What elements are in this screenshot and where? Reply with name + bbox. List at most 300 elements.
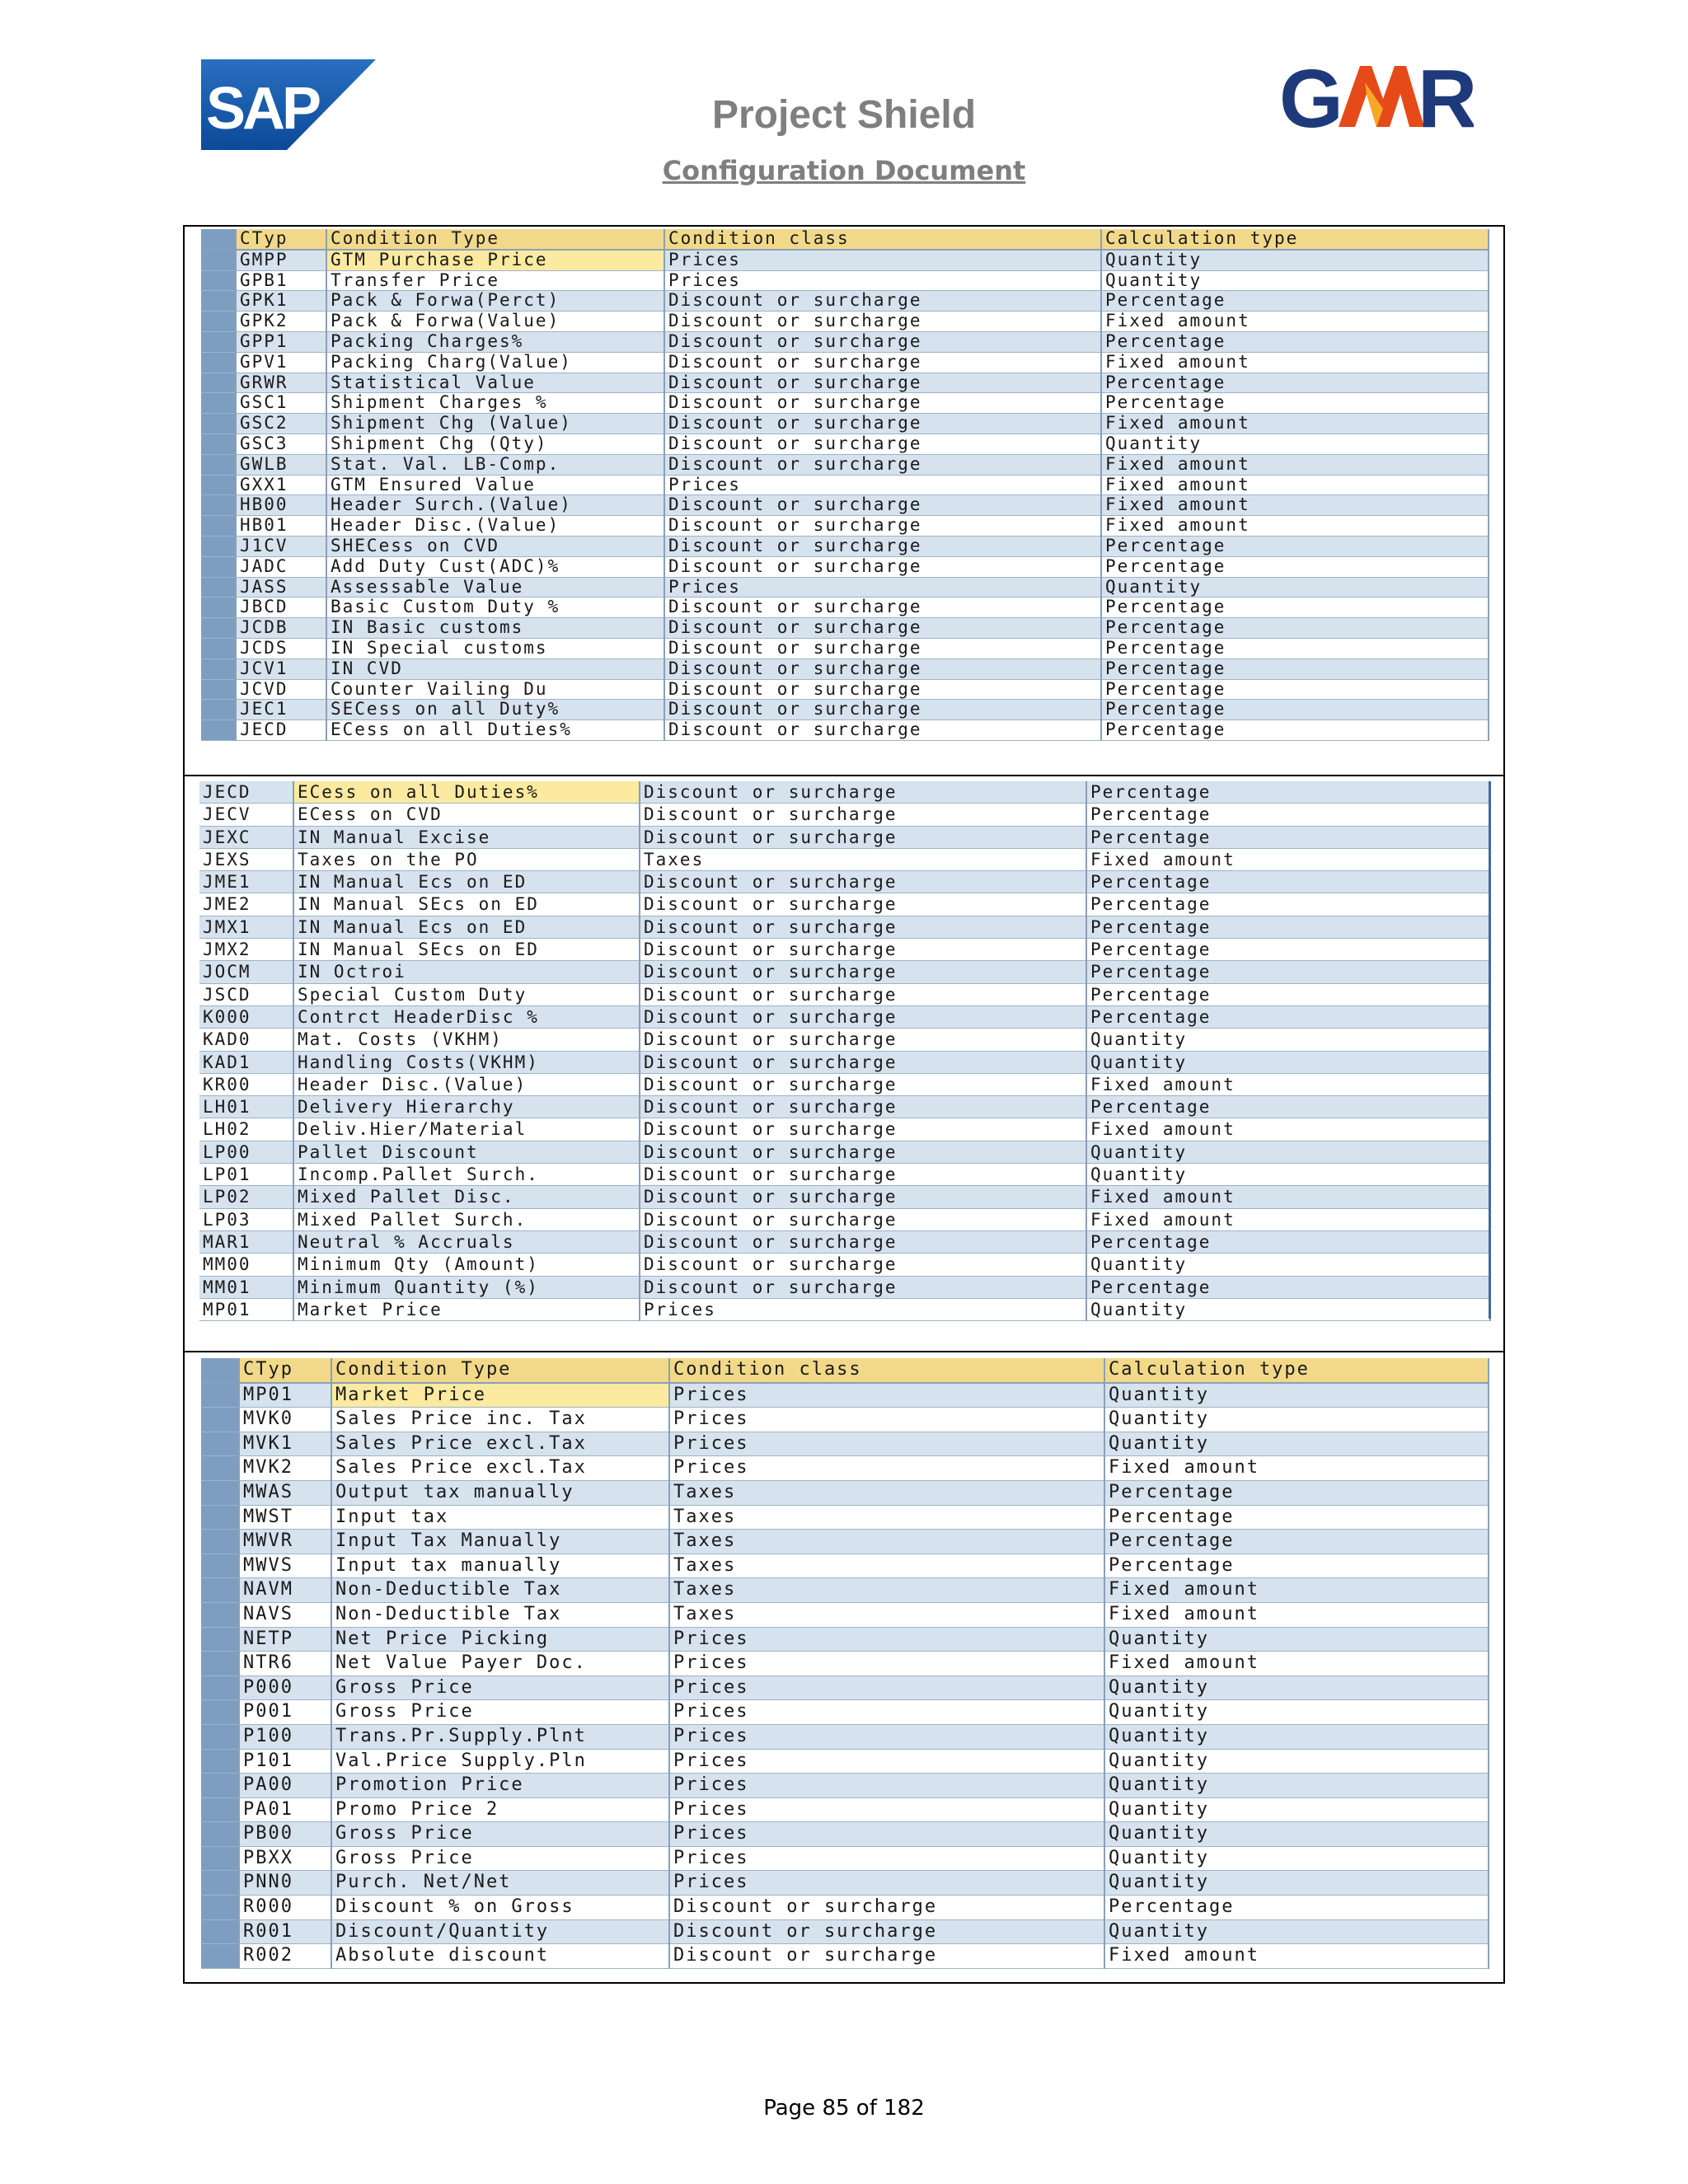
ctyp-cell: MWAS xyxy=(239,1480,331,1505)
table-row[interactable] xyxy=(199,1164,1490,1186)
ctyp-cell: JMX2 xyxy=(199,939,293,961)
condition-type-cell: Sales Price excl.Tax xyxy=(331,1456,669,1481)
row-selector[interactable] xyxy=(201,536,236,556)
condition-type-cell: Counter Vailing Du xyxy=(326,679,664,700)
ctyp-cell: LP02 xyxy=(199,1186,293,1208)
condition-class-cell: Prices xyxy=(664,250,1101,270)
table-row[interactable] xyxy=(201,475,1489,495)
ctyp-cell: JASS xyxy=(236,577,326,598)
column-header-ctyp[interactable]: CTyp xyxy=(236,229,326,250)
table-row[interactable] xyxy=(201,618,1489,639)
condition-class-cell: Discount or surcharge xyxy=(640,1118,1086,1141)
ctyp-cell: JCVD xyxy=(236,679,326,700)
row-selector[interactable] xyxy=(201,270,236,291)
ctyp-cell: R000 xyxy=(239,1896,331,1920)
condition-type-cell: ECess on CVD xyxy=(293,804,640,826)
table-row[interactable] xyxy=(199,1298,1490,1320)
calculation-type-cell: Quantity xyxy=(1104,1846,1489,1871)
condition-class-cell: Discount or surcharge xyxy=(640,893,1086,916)
condition-class-cell: Prices xyxy=(664,577,1101,598)
table-row[interactable] xyxy=(201,1408,1489,1432)
condition-type-cell: Minimum Qty (Amount) xyxy=(293,1254,640,1276)
table-row[interactable] xyxy=(199,804,1490,826)
condition-type-cell: Statistical Value xyxy=(326,373,664,393)
condition-type-cell: SHECess on CVD xyxy=(326,536,664,556)
row-selector[interactable] xyxy=(201,331,236,352)
row-selector[interactable] xyxy=(201,577,236,598)
calculation-type-cell: Quantity xyxy=(1104,1822,1489,1847)
calculation-type-cell: Quantity xyxy=(1104,1774,1489,1798)
column-header-condition-type[interactable]: Condition Type xyxy=(331,1358,669,1383)
row-selector[interactable] xyxy=(201,475,236,495)
condition-class-cell: Discount or surcharge xyxy=(664,516,1101,537)
row-selector[interactable] xyxy=(201,454,236,475)
row-selector[interactable] xyxy=(201,1627,239,1652)
row-selector[interactable] xyxy=(201,638,236,658)
row-selector[interactable] xyxy=(201,556,236,577)
table-row[interactable] xyxy=(199,939,1490,961)
column-header-condition-class[interactable]: Condition class xyxy=(664,229,1101,250)
ctyp-cell: JCDB xyxy=(236,618,326,639)
table-row[interactable] xyxy=(201,312,1489,332)
ctyp-cell: LP03 xyxy=(199,1208,293,1230)
table-row[interactable] xyxy=(199,1230,1490,1253)
table-row[interactable] xyxy=(201,1578,1489,1603)
ctyp-cell: MAR1 xyxy=(199,1230,293,1253)
ctyp-cell: P100 xyxy=(239,1724,331,1749)
calculation-type-cell: Fixed amount xyxy=(1086,1208,1490,1230)
condition-type-cell: Gross Price xyxy=(331,1700,669,1725)
condition-class-cell: Discount or surcharge xyxy=(664,495,1101,516)
condition-class-cell: Prices xyxy=(669,1871,1104,1896)
table-row[interactable] xyxy=(201,598,1489,618)
condition-type-cell: Pack & Forwa(Value) xyxy=(326,312,664,332)
calculation-type-cell: Quantity xyxy=(1104,1432,1489,1456)
ctyp-cell: HB01 xyxy=(236,516,326,537)
row-selector[interactable] xyxy=(201,1602,239,1627)
condition-type-cell: Trans.Pr.Supply.Plnt xyxy=(331,1724,669,1749)
calculation-type-cell: Percentage xyxy=(1101,373,1489,393)
table-row[interactable] xyxy=(199,826,1490,848)
table-row[interactable] xyxy=(201,1797,1489,1822)
condition-type-cell: Purch. Net/Net xyxy=(331,1871,669,1896)
row-selector[interactable] xyxy=(201,720,236,741)
table-row[interactable] xyxy=(201,1749,1489,1774)
condition-type-cell: Output tax manually xyxy=(331,1480,669,1505)
row-selector[interactable] xyxy=(201,414,236,434)
calculation-type-cell: Fixed amount xyxy=(1101,475,1489,495)
table-row[interactable] xyxy=(199,1051,1490,1073)
calculation-type-cell: Percentage xyxy=(1101,536,1489,556)
table-row[interactable] xyxy=(199,893,1490,916)
condition-class-cell: Prices xyxy=(669,1700,1104,1725)
calculation-type-cell: Percentage xyxy=(1101,618,1489,639)
condition-class-cell: Discount or surcharge xyxy=(664,556,1101,577)
ctyp-cell: JEXC xyxy=(199,826,293,848)
column-header-calculation-type[interactable]: Calculation type xyxy=(1101,229,1489,250)
ctyp-cell: MWVR xyxy=(239,1530,331,1554)
calculation-type-cell: Fixed amount xyxy=(1086,1118,1490,1141)
table-row[interactable] xyxy=(199,1208,1490,1230)
ctyp-cell: JECV xyxy=(199,804,293,826)
ctyp-cell: PB00 xyxy=(239,1822,331,1847)
row-selector[interactable] xyxy=(201,516,236,537)
condition-type-cell: Incomp.Pallet Surch. xyxy=(293,1164,640,1186)
calculation-type-cell: Fixed amount xyxy=(1104,1578,1489,1603)
table-row[interactable] xyxy=(199,983,1490,1005)
row-selector[interactable] xyxy=(201,1822,239,1847)
calculation-type-cell: Percentage xyxy=(1086,1005,1490,1028)
table-row[interactable] xyxy=(199,1029,1490,1051)
ctyp-cell: MWST xyxy=(239,1505,331,1530)
condition-type-cell: Mixed Pallet Surch. xyxy=(293,1208,640,1230)
condition-class-cell: Prices xyxy=(669,1797,1104,1822)
condition-type-cell: Special Custom Duty xyxy=(293,983,640,1005)
condition-class-cell: Taxes xyxy=(669,1505,1104,1530)
condition-type-cell: Header Disc.(Value) xyxy=(326,516,664,537)
ctyp-cell: JADC xyxy=(236,556,326,577)
row-selector[interactable] xyxy=(201,679,236,700)
table-row[interactable] xyxy=(201,352,1489,373)
svg-text:R: R xyxy=(1418,58,1473,135)
condition-type-cell: IN Special customs xyxy=(326,638,664,658)
table-row[interactable] xyxy=(201,434,1489,454)
ctyp-cell: KAD1 xyxy=(199,1051,293,1073)
condition-class-cell: Discount or surcharge xyxy=(640,961,1086,983)
table-row[interactable] xyxy=(201,720,1489,741)
table-header-row xyxy=(201,1358,1489,1383)
condition-class-cell: Prices xyxy=(669,1432,1104,1456)
table-row[interactable] xyxy=(201,638,1489,658)
calculation-type-cell: Percentage xyxy=(1086,871,1490,893)
calculation-type-cell: Percentage xyxy=(1086,916,1490,938)
table-row[interactable] xyxy=(201,270,1489,291)
condition-class-cell: Discount or surcharge xyxy=(640,1164,1086,1186)
calculation-type-cell: Quantity xyxy=(1104,1383,1489,1408)
ctyp-cell: J1CV xyxy=(236,536,326,556)
row-selector[interactable] xyxy=(201,1724,239,1749)
table-row[interactable] xyxy=(201,1774,1489,1798)
table-row[interactable] xyxy=(199,961,1490,983)
ctyp-cell: LP01 xyxy=(199,1164,293,1186)
row-selector[interactable] xyxy=(201,1530,239,1554)
condition-type-cell: Packing Charg(Value) xyxy=(326,352,664,373)
row-selector[interactable] xyxy=(201,1797,239,1822)
condition-class-cell: Discount or surcharge xyxy=(640,871,1086,893)
row-selector[interactable] xyxy=(201,1774,239,1798)
condition-type-cell: Header Disc.(Value) xyxy=(293,1073,640,1095)
scroll-edge xyxy=(1489,781,1491,1319)
table-row[interactable] xyxy=(201,1675,1489,1700)
condition-type-cell: Header Surch.(Value) xyxy=(326,495,664,516)
calculation-type-cell: Quantity xyxy=(1104,1724,1489,1749)
calculation-type-cell: Quantity xyxy=(1086,1141,1490,1163)
table-row[interactable] xyxy=(201,536,1489,556)
condition-type-cell: Input tax manually xyxy=(331,1554,669,1578)
condition-type-cell: Pallet Discount xyxy=(293,1141,640,1163)
row-selector[interactable] xyxy=(201,1432,239,1456)
row-selector[interactable] xyxy=(201,700,236,720)
table-row[interactable] xyxy=(201,1602,1489,1627)
table-row[interactable] xyxy=(201,1896,1489,1920)
table-header-row xyxy=(201,229,1489,250)
condition-type-cell: Sales Price inc. Tax xyxy=(331,1408,669,1432)
table-row[interactable] xyxy=(201,1530,1489,1554)
table-row[interactable] xyxy=(199,871,1490,893)
ctyp-cell: PA00 xyxy=(239,1774,331,1798)
row-selector[interactable] xyxy=(201,1456,239,1481)
table-row[interactable] xyxy=(201,516,1489,537)
ctyp-cell: NAVM xyxy=(239,1578,331,1603)
table-row[interactable] xyxy=(201,1846,1489,1871)
table-row[interactable] xyxy=(199,1276,1490,1298)
table-row[interactable] xyxy=(201,331,1489,352)
calculation-type-cell: Quantity xyxy=(1101,434,1489,454)
condition-type-cell: IN Manual Ecs on ED xyxy=(293,916,640,938)
table-row[interactable] xyxy=(201,1627,1489,1652)
row-selector[interactable] xyxy=(201,1896,239,1920)
calculation-type-cell: Percentage xyxy=(1086,961,1490,983)
ctyp-cell: GXX1 xyxy=(236,475,326,495)
table-row[interactable] xyxy=(201,1383,1489,1408)
row-selector[interactable] xyxy=(201,1383,239,1408)
calculation-type-cell: Percentage xyxy=(1101,291,1489,312)
condition-class-cell: Discount or surcharge xyxy=(664,638,1101,658)
table-row[interactable] xyxy=(199,1073,1490,1095)
table-row[interactable] xyxy=(199,916,1490,938)
calculation-type-cell: Percentage xyxy=(1101,700,1489,720)
row-selector[interactable] xyxy=(201,598,236,618)
row-selector[interactable] xyxy=(201,291,236,312)
table-row[interactable] xyxy=(201,679,1489,700)
ctyp-cell: GSC2 xyxy=(236,414,326,434)
calculation-type-cell: Percentage xyxy=(1086,893,1490,916)
condition-class-cell: Discount or surcharge xyxy=(640,1254,1086,1276)
ctyp-cell: MVK1 xyxy=(239,1432,331,1456)
condition-type-cell: Discount % on Gross xyxy=(331,1896,669,1920)
ctyp-cell: K000 xyxy=(199,1005,293,1028)
condition-type-cell: Non-Deductible Tax xyxy=(331,1602,669,1627)
calculation-type-cell: Quantity xyxy=(1104,1408,1489,1432)
calculation-type-cell: Percentage xyxy=(1086,939,1490,961)
row-selector[interactable] xyxy=(201,1919,239,1944)
ctyp-cell: MM00 xyxy=(199,1254,293,1276)
calculation-type-cell: Percentage xyxy=(1101,556,1489,577)
condition-type-cell: Packing Charges% xyxy=(326,331,664,352)
row-selector[interactable] xyxy=(201,1749,239,1774)
table-row[interactable] xyxy=(201,1456,1489,1481)
condition-type-cell: Minimum Quantity (%) xyxy=(293,1276,640,1298)
ctyp-cell: MP01 xyxy=(239,1383,331,1408)
table-row[interactable] xyxy=(201,1554,1489,1578)
page-title: Project Shield xyxy=(711,93,977,137)
table-row[interactable] xyxy=(199,1186,1490,1208)
condition-class-cell: Discount or surcharge xyxy=(640,781,1086,804)
condition-class-cell: Discount or surcharge xyxy=(640,1186,1086,1208)
column-header-condition-type[interactable]: Condition Type xyxy=(326,229,664,250)
calculation-type-cell: Percentage xyxy=(1086,1276,1490,1298)
table-row[interactable] xyxy=(201,414,1489,434)
condition-class-cell: Discount or surcharge xyxy=(640,1073,1086,1095)
table-row[interactable] xyxy=(201,1871,1489,1896)
condition-type-cell: Shipment Charges % xyxy=(326,393,664,414)
calculation-type-cell: Fixed amount xyxy=(1086,848,1490,870)
row-selector[interactable] xyxy=(201,312,236,332)
row-selector[interactable] xyxy=(201,434,236,454)
row-selector[interactable] xyxy=(201,1675,239,1700)
table-row[interactable] xyxy=(201,1724,1489,1749)
ctyp-cell: GPK1 xyxy=(236,291,326,312)
condition-class-cell: Discount or surcharge xyxy=(669,1896,1104,1920)
table-row[interactable] xyxy=(201,250,1489,270)
table-row[interactable] xyxy=(201,556,1489,577)
condition-type-cell: SECess on all Duty% xyxy=(326,700,664,720)
ctyp-cell: GMPP xyxy=(236,250,326,270)
condition-class-cell: Prices xyxy=(669,1383,1104,1408)
ctyp-cell: PBXX xyxy=(239,1846,331,1871)
column-header-ctyp[interactable]: CTyp xyxy=(239,1358,331,1383)
condition-class-cell: Taxes xyxy=(669,1530,1104,1554)
condition-class-cell: Discount or surcharge xyxy=(664,414,1101,434)
row-selector[interactable] xyxy=(201,618,236,639)
condition-class-cell: Taxes xyxy=(640,848,1086,870)
row-selector[interactable] xyxy=(201,1505,239,1530)
condition-class-cell: Taxes xyxy=(669,1480,1104,1505)
condition-class-cell: Prices xyxy=(664,475,1101,495)
table-row[interactable] xyxy=(199,781,1490,804)
calculation-type-cell: Fixed amount xyxy=(1086,1186,1490,1208)
row-selector[interactable] xyxy=(201,250,236,270)
condition-type-cell: Shipment Chg (Qty) xyxy=(326,434,664,454)
table-row[interactable] xyxy=(201,454,1489,475)
table-row[interactable] xyxy=(199,1118,1490,1141)
calculation-type-cell: Percentage xyxy=(1086,983,1490,1005)
condition-class-cell: Discount or surcharge xyxy=(664,291,1101,312)
table-row[interactable] xyxy=(199,1141,1490,1163)
row-selector[interactable] xyxy=(201,1652,239,1676)
table-row[interactable] xyxy=(199,848,1490,870)
calculation-type-cell: Fixed amount xyxy=(1101,312,1489,332)
row-selector[interactable] xyxy=(201,352,236,373)
calculation-type-cell: Percentage xyxy=(1104,1480,1489,1505)
condition-class-cell: Prices xyxy=(640,1298,1086,1320)
page-number: Page 85 of 182 xyxy=(763,2096,925,2121)
table-row[interactable] xyxy=(201,373,1489,393)
table-row[interactable] xyxy=(201,1652,1489,1676)
condition-type-cell: Add Duty Cust(ADC)% xyxy=(326,556,664,577)
table-row[interactable] xyxy=(201,1505,1489,1530)
ctyp-cell: GPP1 xyxy=(236,331,326,352)
table-row[interactable] xyxy=(201,577,1489,598)
column-header-calculation-type[interactable]: Calculation type xyxy=(1104,1358,1489,1383)
row-selector[interactable] xyxy=(201,1944,239,1969)
calculation-type-cell: Percentage xyxy=(1101,720,1489,741)
calculation-type-cell: Percentage xyxy=(1104,1896,1489,1920)
table-row[interactable] xyxy=(201,1432,1489,1456)
condition-type-cell: Delivery Hierarchy xyxy=(293,1096,640,1118)
ctyp-cell: GPK2 xyxy=(236,312,326,332)
condition-class-cell: Prices xyxy=(669,1846,1104,1871)
row-selector[interactable] xyxy=(201,1846,239,1871)
condition-class-cell: Taxes xyxy=(669,1602,1104,1627)
row-selector[interactable] xyxy=(201,1480,239,1505)
row-selector-header[interactable] xyxy=(201,229,236,250)
row-selector[interactable] xyxy=(201,495,236,516)
condition-class-cell: Discount or surcharge xyxy=(664,679,1101,700)
calculation-type-cell: Percentage xyxy=(1104,1505,1489,1530)
calculation-type-cell: Fixed amount xyxy=(1086,1073,1490,1095)
calculation-type-cell: Percentage xyxy=(1104,1554,1489,1578)
row-selector[interactable] xyxy=(201,1700,239,1725)
condition-type-cell: IN Manual Excise xyxy=(293,826,640,848)
table-row[interactable] xyxy=(201,658,1489,679)
condition-type-cell: ECess on all Duties% xyxy=(293,781,640,804)
table-row[interactable] xyxy=(199,1096,1490,1118)
table-row[interactable] xyxy=(201,291,1489,312)
ctyp-cell: JEXS xyxy=(199,848,293,870)
condition-class-cell: Prices xyxy=(669,1749,1104,1774)
ctyp-cell: MWVS xyxy=(239,1554,331,1578)
row-selector[interactable] xyxy=(201,1578,239,1603)
row-selector[interactable] xyxy=(201,1408,239,1432)
ctyp-cell: MM01 xyxy=(199,1276,293,1298)
condition-type-cell: Basic Custom Duty % xyxy=(326,598,664,618)
table-row[interactable] xyxy=(201,1480,1489,1505)
condition-type-cell: Net Value Payer Doc. xyxy=(331,1652,669,1676)
ctyp-cell: JECD xyxy=(199,781,293,804)
condition-type-cell: Gross Price xyxy=(331,1846,669,1871)
row-selector[interactable] xyxy=(201,658,236,679)
condition-class-cell: Discount or surcharge xyxy=(640,1208,1086,1230)
table-row[interactable] xyxy=(201,1822,1489,1847)
condition-type-cell: Neutral % Accruals xyxy=(293,1230,640,1253)
calculation-type-cell: Percentage xyxy=(1086,1096,1490,1118)
calculation-type-cell: Percentage xyxy=(1101,658,1489,679)
column-header-condition-class[interactable]: Condition class xyxy=(669,1358,1104,1383)
row-selector[interactable] xyxy=(201,1554,239,1578)
condition-class-cell: Discount or surcharge xyxy=(640,939,1086,961)
table-row[interactable] xyxy=(201,1919,1489,1944)
table-row[interactable] xyxy=(201,700,1489,720)
calculation-type-cell: Fixed amount xyxy=(1104,1456,1489,1481)
calculation-type-cell: Fixed amount xyxy=(1101,495,1489,516)
condition-class-cell: Discount or surcharge xyxy=(640,1005,1086,1028)
calculation-type-cell: Quantity xyxy=(1086,1164,1490,1186)
ctyp-cell: MP01 xyxy=(199,1298,293,1320)
row-selector-header[interactable] xyxy=(201,1358,239,1383)
table-row[interactable] xyxy=(201,1944,1489,1969)
calculation-type-cell: Fixed amount xyxy=(1104,1602,1489,1627)
row-selector[interactable] xyxy=(201,393,236,414)
ctyp-cell: KAD0 xyxy=(199,1029,293,1051)
condition-type-cell: IN Octroi xyxy=(293,961,640,983)
table-row[interactable] xyxy=(199,1254,1490,1276)
condition-class-cell: Discount or surcharge xyxy=(664,598,1101,618)
table-row[interactable] xyxy=(199,1005,1490,1028)
condition-class-cell: Discount or surcharge xyxy=(640,826,1086,848)
calculation-type-cell: Quantity xyxy=(1086,1254,1490,1276)
table-row[interactable] xyxy=(201,495,1489,516)
ctyp-cell: NAVS xyxy=(239,1602,331,1627)
condition-types-table-2 xyxy=(199,781,1491,1321)
condition-class-cell: Discount or surcharge xyxy=(640,1051,1086,1073)
condition-type-cell: Pack & Forwa(Perct) xyxy=(326,291,664,312)
table-row[interactable] xyxy=(201,1700,1489,1725)
table-row[interactable] xyxy=(201,393,1489,414)
condition-class-cell: Discount or surcharge xyxy=(640,1141,1086,1163)
row-selector[interactable] xyxy=(201,1871,239,1896)
row-selector[interactable] xyxy=(201,373,236,393)
